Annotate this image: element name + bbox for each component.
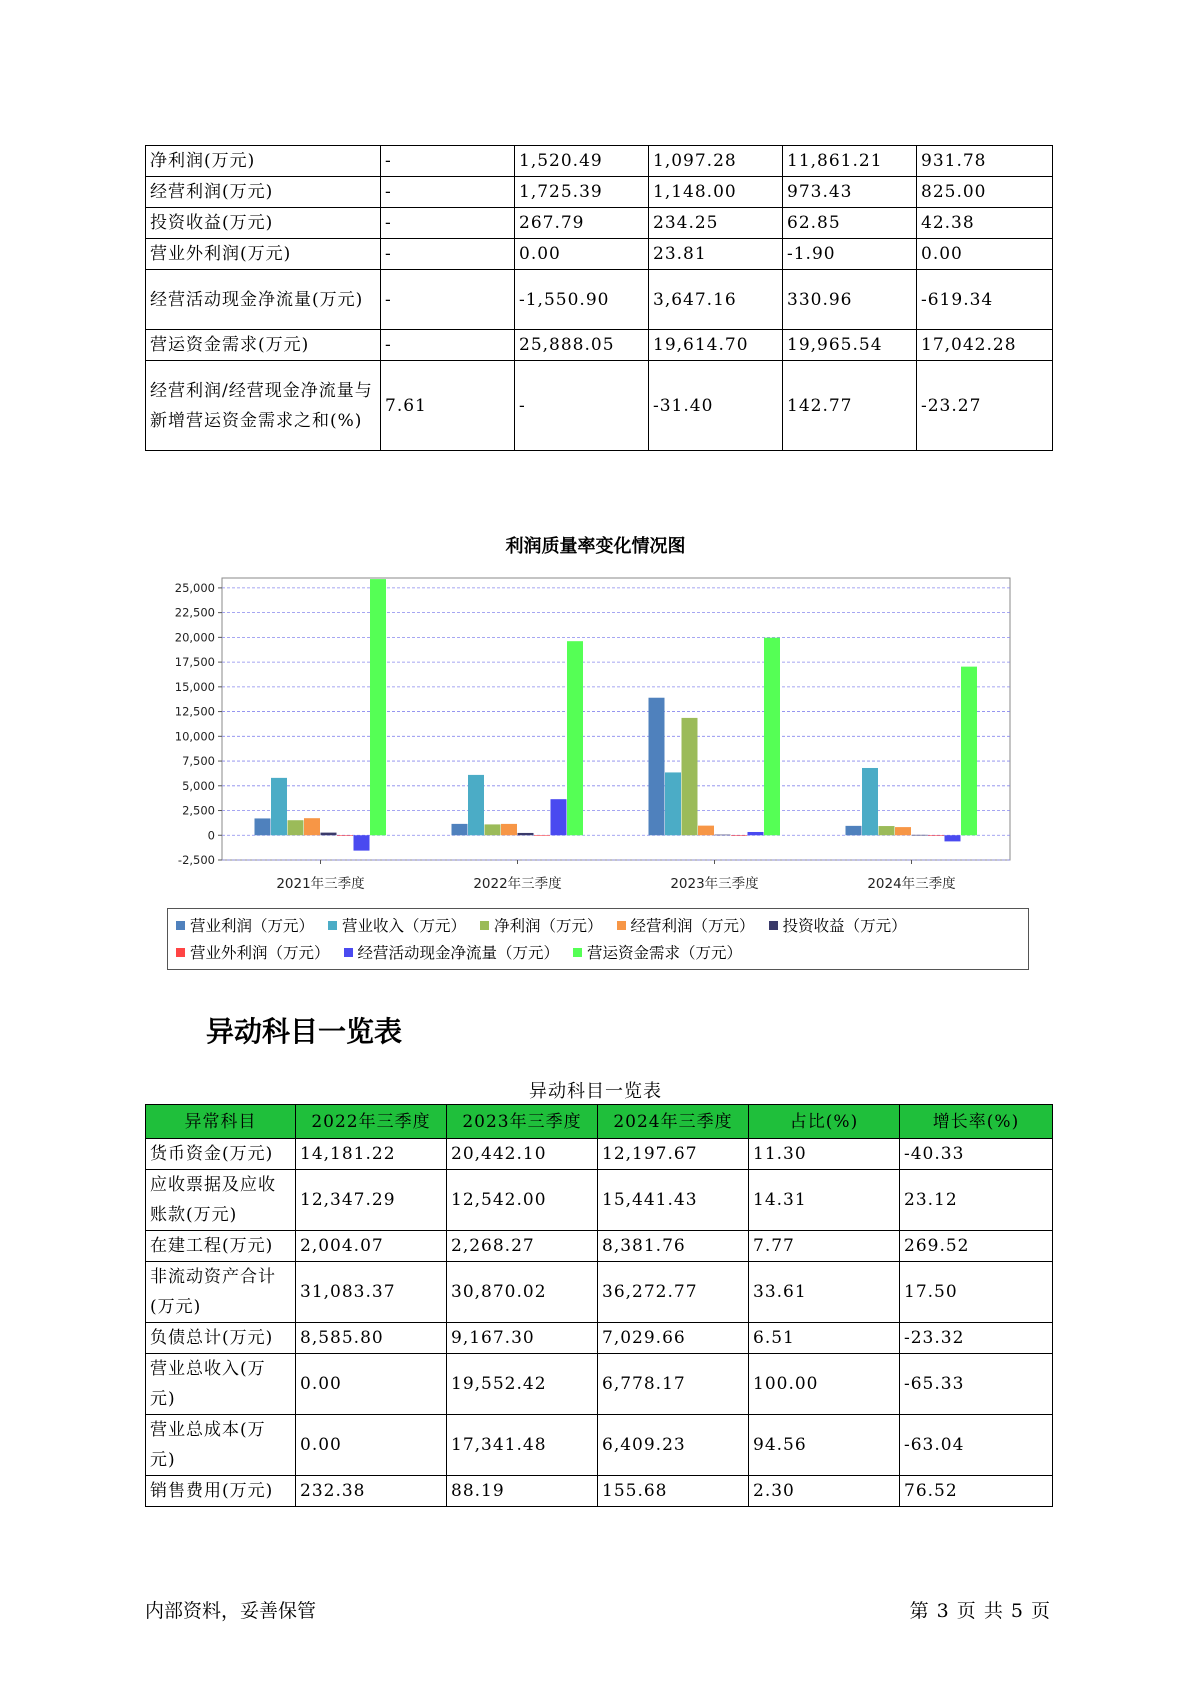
bar bbox=[928, 835, 944, 836]
table-cell: 234.25 bbox=[649, 208, 783, 239]
table-cell: 1,097.28 bbox=[649, 146, 783, 177]
y-tick-label: 25,000 bbox=[174, 580, 215, 595]
table-cell: 23.81 bbox=[649, 239, 783, 270]
table-cell: 0.00 bbox=[917, 239, 1053, 270]
legend-item bbox=[573, 940, 742, 967]
table-cell: 17.50 bbox=[900, 1262, 1053, 1323]
y-tick-label: 15,000 bbox=[174, 679, 215, 694]
y-tick-label: -2,500 bbox=[177, 853, 215, 867]
column-header: 2024年三季度 bbox=[598, 1105, 749, 1139]
table-cell: -619.34 bbox=[917, 270, 1053, 330]
bar bbox=[255, 818, 271, 835]
table-cell: 12,542.00 bbox=[447, 1170, 598, 1231]
table-row bbox=[146, 1354, 1053, 1415]
legend-label: 营业利润（万元） bbox=[190, 917, 315, 935]
table-cell: -1,550.90 bbox=[515, 270, 649, 330]
table-row bbox=[146, 1170, 1053, 1231]
y-tick-label: 20,000 bbox=[174, 630, 215, 645]
table-cell: 267.79 bbox=[515, 208, 649, 239]
legend-item bbox=[480, 913, 603, 940]
row-label: 经营活动现金净流量(万元) bbox=[146, 270, 381, 330]
legend-swatch bbox=[480, 921, 489, 930]
row-label: 营业总成本(万元) bbox=[146, 1415, 296, 1476]
table-cell: 2.30 bbox=[749, 1476, 900, 1507]
table-cell: 6,778.17 bbox=[598, 1354, 749, 1415]
table-row bbox=[146, 1476, 1053, 1507]
bar bbox=[715, 835, 731, 836]
table-cell: 7.61 bbox=[381, 361, 515, 451]
row-label: 净利润(万元) bbox=[146, 146, 381, 177]
table-row bbox=[146, 1262, 1053, 1323]
chart-legend bbox=[167, 908, 1029, 970]
legend-swatch bbox=[573, 948, 582, 957]
legend-label: 投资收益（万元） bbox=[782, 917, 907, 935]
table-cell: - bbox=[381, 177, 515, 208]
table-cell: 931.78 bbox=[917, 146, 1053, 177]
table-cell: 825.00 bbox=[917, 177, 1053, 208]
table-cell: 17,042.28 bbox=[917, 330, 1053, 361]
footer-confidential-note: 内部资料，妥善保管 bbox=[145, 1600, 317, 1622]
table-cell: 31,083.37 bbox=[296, 1262, 447, 1323]
y-tick-label: 7,500 bbox=[182, 754, 215, 769]
table-cell: 0.00 bbox=[296, 1415, 447, 1476]
table-cell: 12,197.67 bbox=[598, 1139, 749, 1170]
table-cell: 11,861.21 bbox=[783, 146, 917, 177]
row-label: 经营利润/经营现金净流量与新增营运资金需求之和(%) bbox=[146, 361, 381, 451]
row-label: 货币资金(万元) bbox=[146, 1139, 296, 1170]
row-label: 营运资金需求(万元) bbox=[146, 330, 381, 361]
footer-page-number: 第 3 页 共 5 页 bbox=[909, 1600, 1051, 1622]
x-tick-label: 2024年三季度 bbox=[867, 876, 956, 892]
table-cell: 6.51 bbox=[749, 1323, 900, 1354]
row-label: 应收票据及应收账款(万元) bbox=[146, 1170, 296, 1231]
table-cell: - bbox=[381, 330, 515, 361]
legend-label: 净利润（万元） bbox=[494, 917, 603, 935]
table-cell: 1,520.49 bbox=[515, 146, 649, 177]
bar bbox=[682, 718, 698, 835]
table-cell: 76.52 bbox=[900, 1476, 1053, 1507]
column-header: 增长率(%) bbox=[900, 1105, 1053, 1139]
table-cell: 155.68 bbox=[598, 1476, 749, 1507]
bar bbox=[846, 826, 862, 835]
bar bbox=[288, 820, 304, 835]
bar bbox=[567, 641, 583, 835]
row-label: 营业外利润(万元) bbox=[146, 239, 381, 270]
row-label: 在建工程(万元) bbox=[146, 1231, 296, 1262]
legend-swatch bbox=[328, 921, 337, 930]
bar bbox=[748, 832, 764, 835]
bar bbox=[649, 698, 665, 836]
table-cell: -63.04 bbox=[900, 1415, 1053, 1476]
legend-label: 经营利润（万元） bbox=[630, 917, 755, 935]
legend-item bbox=[176, 913, 314, 940]
y-tick-label: 2,500 bbox=[182, 803, 215, 818]
row-label: 非流动资产合计(万元) bbox=[146, 1262, 296, 1323]
bar bbox=[501, 824, 517, 835]
table-cell: 330.96 bbox=[783, 270, 917, 330]
profit-quality-bar-chart bbox=[160, 570, 1030, 900]
table-cell: 19,965.54 bbox=[783, 330, 917, 361]
bar bbox=[764, 638, 780, 836]
table-cell: - bbox=[381, 208, 515, 239]
y-tick-label: 12,500 bbox=[174, 704, 215, 719]
table-cell: 8,381.76 bbox=[598, 1231, 749, 1262]
table-cell: 9,167.30 bbox=[447, 1323, 598, 1354]
y-tick-label: 5,000 bbox=[182, 778, 215, 793]
legend-swatch bbox=[176, 921, 185, 930]
legend-swatch bbox=[176, 948, 185, 957]
row-label: 销售费用(万元) bbox=[146, 1476, 296, 1507]
table-cell: 142.77 bbox=[783, 361, 917, 451]
anomaly-items-table bbox=[145, 1104, 1053, 1507]
bar bbox=[452, 824, 468, 835]
table-cell: 30,870.02 bbox=[447, 1262, 598, 1323]
bar bbox=[304, 818, 320, 835]
table-cell: -23.32 bbox=[900, 1323, 1053, 1354]
table-cell: -40.33 bbox=[900, 1139, 1053, 1170]
legend-swatch bbox=[617, 921, 626, 930]
table-row bbox=[146, 1231, 1053, 1262]
table-cell: 0.00 bbox=[296, 1354, 447, 1415]
bar bbox=[731, 835, 747, 836]
table-row bbox=[146, 361, 1053, 451]
legend-label: 营业收入（万元） bbox=[342, 917, 467, 935]
x-tick-label: 2023年三季度 bbox=[670, 876, 759, 892]
column-header: 占比(%) bbox=[749, 1105, 900, 1139]
table-cell: 1,725.39 bbox=[515, 177, 649, 208]
x-tick-label: 2021年三季度 bbox=[276, 876, 365, 892]
table-cell: 17,341.48 bbox=[447, 1415, 598, 1476]
y-tick-label: 0 bbox=[207, 828, 215, 843]
table-cell: - bbox=[381, 146, 515, 177]
table-cell: -23.27 bbox=[917, 361, 1053, 451]
legend-swatch bbox=[769, 921, 778, 930]
table-row bbox=[146, 239, 1053, 270]
y-tick-label: 22,500 bbox=[174, 605, 215, 620]
bar bbox=[321, 833, 337, 836]
table-cell: 88.19 bbox=[447, 1476, 598, 1507]
table-cell: 36,272.77 bbox=[598, 1262, 749, 1323]
table-cell: 1,148.00 bbox=[649, 177, 783, 208]
table-cell: 20,442.10 bbox=[447, 1139, 598, 1170]
table-cell: -65.33 bbox=[900, 1354, 1053, 1415]
bar bbox=[534, 835, 550, 836]
legend-label: 经营活动现金净流量（万元） bbox=[357, 944, 560, 962]
legend-item bbox=[769, 913, 907, 940]
table-cell: -31.40 bbox=[649, 361, 783, 451]
table-cell: 3,647.16 bbox=[649, 270, 783, 330]
bar bbox=[518, 833, 534, 835]
bar bbox=[895, 827, 911, 835]
y-tick-label: 17,500 bbox=[174, 655, 215, 670]
plot-area bbox=[222, 578, 1010, 860]
table-cell: -1.90 bbox=[783, 239, 917, 270]
table-cell: 100.00 bbox=[749, 1354, 900, 1415]
bar bbox=[271, 778, 287, 835]
table-cell: 973.43 bbox=[783, 177, 917, 208]
table-cell: 23.12 bbox=[900, 1170, 1053, 1231]
table-cell: 19,614.70 bbox=[649, 330, 783, 361]
table-cell: 269.52 bbox=[900, 1231, 1053, 1262]
table-cell: 0.00 bbox=[515, 239, 649, 270]
bar bbox=[698, 826, 714, 836]
bar bbox=[551, 799, 567, 835]
bar bbox=[879, 826, 895, 835]
table-cell: 42.38 bbox=[917, 208, 1053, 239]
table-cell: 8,585.80 bbox=[296, 1323, 447, 1354]
table-cell: - bbox=[381, 270, 515, 330]
table-cell: 11.30 bbox=[749, 1139, 900, 1170]
table-cell: 14.31 bbox=[749, 1170, 900, 1231]
table-header-row bbox=[146, 1105, 1053, 1139]
table-cell: 33.61 bbox=[749, 1262, 900, 1323]
section-title: 异动科目一览表 bbox=[206, 1015, 403, 1048]
table-row bbox=[146, 177, 1053, 208]
legend-label: 营运资金需求（万元） bbox=[587, 944, 743, 962]
table-cell: 15,441.43 bbox=[598, 1170, 749, 1231]
bar bbox=[337, 835, 353, 836]
column-header: 2023年三季度 bbox=[447, 1105, 598, 1139]
table-cell: 2,268.27 bbox=[447, 1231, 598, 1262]
bar bbox=[961, 667, 977, 836]
bar bbox=[354, 835, 370, 850]
x-tick-label: 2022年三季度 bbox=[473, 876, 562, 892]
row-label: 负债总计(万元) bbox=[146, 1323, 296, 1354]
bar bbox=[370, 579, 386, 835]
table-cell: 2,004.07 bbox=[296, 1231, 447, 1262]
table-cell: 19,552.42 bbox=[447, 1354, 598, 1415]
table-cell: 25,888.05 bbox=[515, 330, 649, 361]
table-row bbox=[146, 1323, 1053, 1354]
table-row bbox=[146, 1415, 1053, 1476]
legend-item bbox=[617, 913, 755, 940]
y-tick-label: 10,000 bbox=[174, 729, 215, 744]
table-cell: 62.85 bbox=[783, 208, 917, 239]
row-label: 营业总收入(万元) bbox=[146, 1354, 296, 1415]
bar bbox=[912, 835, 928, 836]
column-header: 异常科目 bbox=[146, 1105, 296, 1139]
row-label: 投资收益(万元) bbox=[146, 208, 381, 239]
chart-title: 利润质量率变化情况图 bbox=[505, 536, 686, 557]
bar bbox=[665, 772, 681, 835]
table-cell: 7.77 bbox=[749, 1231, 900, 1262]
bar bbox=[485, 824, 501, 835]
bar bbox=[862, 768, 878, 835]
table-caption: 异动科目一览表 bbox=[529, 1081, 662, 1102]
legend-item bbox=[328, 913, 466, 940]
bar bbox=[468, 775, 484, 835]
row-label: 经营利润(万元) bbox=[146, 177, 381, 208]
bar bbox=[945, 835, 961, 841]
table-row bbox=[146, 1139, 1053, 1170]
column-header: 2022年三季度 bbox=[296, 1105, 447, 1139]
table-cell: - bbox=[515, 361, 649, 451]
table-cell: 232.38 bbox=[296, 1476, 447, 1507]
table-cell: 94.56 bbox=[749, 1415, 900, 1476]
legend-item bbox=[344, 940, 560, 967]
table-row bbox=[146, 208, 1053, 239]
table-cell: 12,347.29 bbox=[296, 1170, 447, 1231]
table-row bbox=[146, 270, 1053, 330]
table-cell: 7,029.66 bbox=[598, 1323, 749, 1354]
legend-swatch bbox=[344, 948, 353, 957]
table-row bbox=[146, 146, 1053, 177]
table-cell: 6,409.23 bbox=[598, 1415, 749, 1476]
table-cell: - bbox=[381, 239, 515, 270]
legend-label: 营业外利润（万元） bbox=[190, 944, 330, 962]
profit-quality-table bbox=[145, 145, 1053, 451]
table-row bbox=[146, 330, 1053, 361]
legend-item bbox=[176, 940, 330, 967]
table-cell: 14,181.22 bbox=[296, 1139, 447, 1170]
